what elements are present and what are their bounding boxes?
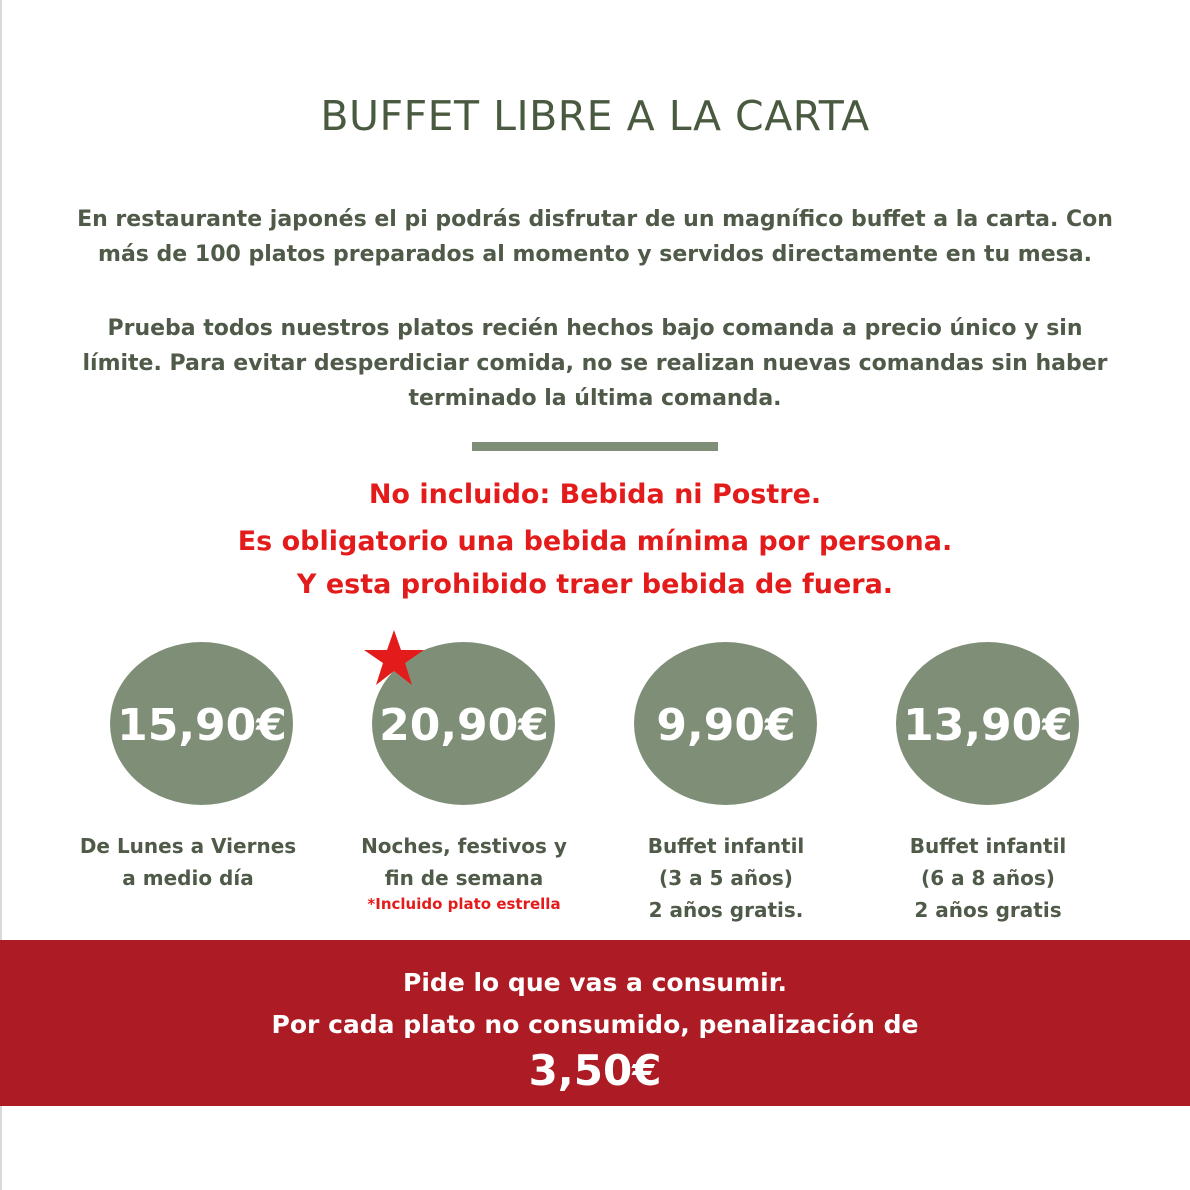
rules-line: límite. Para evitar desperdiciar comida, no se realizan nuevas comandas sin haber <box>82 351 1108 376</box>
caption-line: Noches, festivos y <box>361 834 567 858</box>
caption-kids-6-8 <box>858 830 1118 926</box>
caption-weekend <box>334 830 594 914</box>
intro-line: más de 100 platos preparados al momento y servidos directamente en tu mesa. <box>98 242 1092 267</box>
caption-line: 2 años gratis <box>914 898 1062 922</box>
caption-line: (6 a 8 años) <box>921 866 1055 890</box>
notice-no-outside-drinks: Y esta prohibido traer bebida de fuera. <box>296 569 894 600</box>
caption-line: (3 a 5 años) <box>659 866 793 890</box>
rules-paragraph <box>0 311 1190 416</box>
caption-line: Buffet infantil <box>647 834 805 858</box>
notice-not-included: No incluido: Bebida ni Postre. <box>368 479 822 510</box>
banner-penalty-amount: 3,50€ <box>528 1046 662 1095</box>
price-weekday: 15,90€ <box>117 700 287 751</box>
notice-drink-required: Es obligatorio una bebida mínima por persona. <box>237 526 953 557</box>
price-kids-3-5: 9,90€ <box>656 700 796 751</box>
intro-paragraph <box>0 202 1190 272</box>
price-kids-6-8: 13,90€ <box>903 700 1073 751</box>
rules-line: Prueba todos nuestros platos recién hechos bajo comanda a precio único y sin <box>107 316 1083 341</box>
caption-line: 2 años gratis. <box>648 898 804 922</box>
banner-line-penalty: Por cada plato no consumido, penalización de <box>271 1010 919 1039</box>
penalty-banner <box>0 940 1190 1106</box>
intro-line: En restaurante japonés el pi podrás disfrutar de un magnífico buffet a la carta. Con <box>77 207 1113 232</box>
section-divider <box>472 442 718 451</box>
page-title: BUFFET LIBRE A LA CARTA <box>320 92 870 140</box>
star-icon <box>364 628 430 688</box>
caption-line: fin de semana <box>384 866 544 890</box>
caption-line: a medio día <box>122 866 254 890</box>
caption-weekday <box>58 830 318 894</box>
caption-line: Buffet infantil <box>909 834 1067 858</box>
rules-line: terminado la última comanda. <box>408 386 782 411</box>
caption-kids-3-5 <box>596 830 856 926</box>
banner-line-order: Pide lo que vas a consumir. <box>403 968 787 997</box>
price-weekend: 20,90€ <box>379 700 549 751</box>
caption-line: De Lunes a Viernes <box>79 834 297 858</box>
caption-note-star-dish: *Incluido plato estrella <box>367 895 561 913</box>
